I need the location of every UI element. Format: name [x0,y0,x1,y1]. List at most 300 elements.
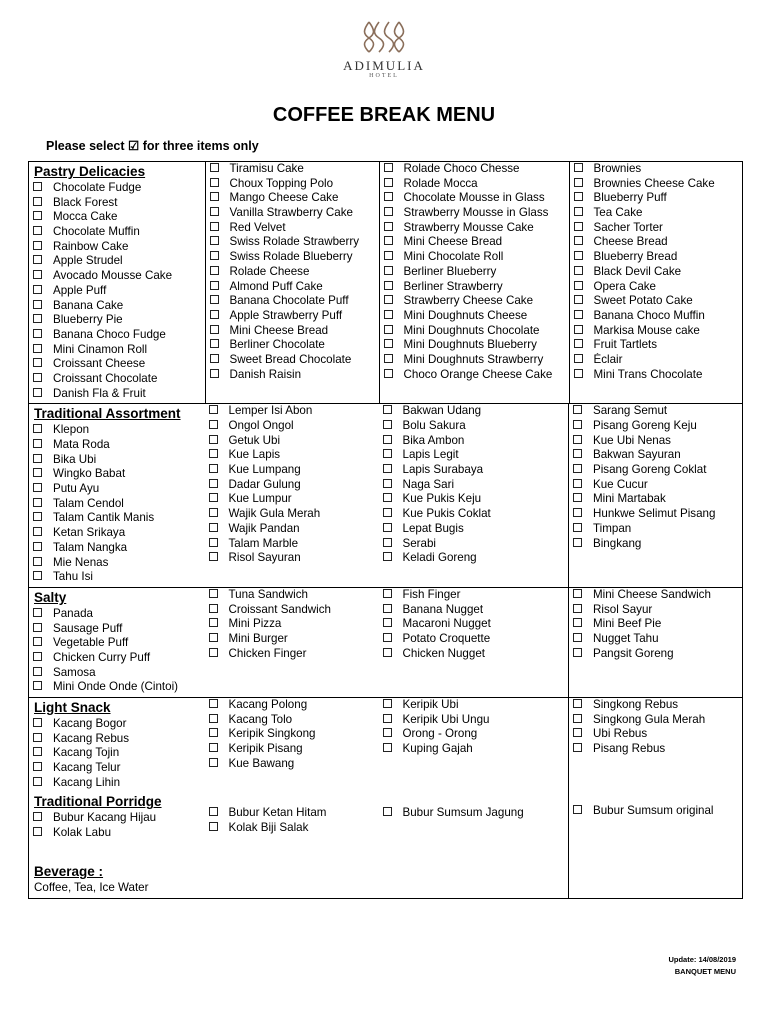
menu-item [33,240,205,255]
menu-item [210,191,379,206]
menu-item-label: Kue Bawang [228,756,295,770]
checkbox-icon[interactable] [209,435,218,444]
checkbox-icon[interactable] [33,483,42,492]
menu-item [573,507,742,522]
menu-item [33,526,205,541]
checkbox-icon[interactable] [33,827,42,836]
checkbox-icon[interactable] [209,699,218,708]
menu-item [210,162,379,177]
checkbox-icon[interactable] [384,354,393,363]
menu-item-label: Croissant Sandwich [228,602,331,616]
checkbox-icon[interactable] [33,270,42,279]
menu-item-label: Macaroni Nugget [402,617,491,631]
menu-item [383,617,569,632]
menu-item-label: Keripik Ubi Ungu [402,712,490,726]
checkbox-icon[interactable] [573,464,582,473]
menu-item [33,717,205,732]
menu-item [209,492,379,507]
menu-item [209,478,379,493]
section-title: Light Snack [34,700,111,715]
checkbox-icon[interactable] [383,435,392,444]
menu-item [209,727,379,742]
checkbox-icon[interactable] [383,449,392,458]
menu-item [209,448,379,463]
checkbox-icon[interactable] [383,552,392,561]
menu-item-label: Kolak Labu [53,826,112,840]
menu-item-label: Vanilla Strawberry Cake [229,206,354,220]
checkbox-icon[interactable] [574,236,583,245]
checkbox-icon[interactable] [33,557,42,566]
menu-item [33,357,205,372]
menu-item [33,423,205,438]
checkbox-icon[interactable] [383,648,392,657]
checkbox-icon[interactable] [209,552,218,561]
checkbox-icon[interactable] [33,226,42,235]
menu-item-label: Wajik Pandan [228,521,300,535]
checkbox-icon[interactable] [573,699,582,708]
checkbox-icon[interactable] [209,464,218,473]
menu-item-label: Wajik Gula Merah [228,507,321,521]
checkbox-icon[interactable] [33,571,42,580]
checkbox-icon[interactable] [33,527,42,536]
menu-item [383,806,569,821]
checkbox-icon[interactable] [573,508,582,517]
menu-item [209,713,379,728]
menu-item [209,551,379,566]
checkbox-icon[interactable] [33,454,42,463]
menu-item-label: Keladi Goreng [402,551,477,565]
checkbox-icon[interactable] [209,633,218,642]
menu-item-label: Mini Trans Chocolate [593,367,703,381]
menu-item-label: Blueberry Pie [53,313,123,327]
checkbox-icon[interactable] [383,618,392,627]
menu-item [209,806,379,821]
menu-item [33,181,205,196]
menu-item [383,632,569,647]
menu-item-label: Ketan Srikaya [53,526,126,540]
checkbox-icon[interactable] [384,207,393,216]
checkbox-icon[interactable] [383,714,392,723]
checkbox-icon[interactable] [574,310,583,319]
menu-item [384,353,569,368]
checkbox-icon[interactable] [33,542,42,551]
checkbox-icon[interactable] [209,758,218,767]
menu-item-label: Chicken Finger [228,646,307,660]
menu-item-label: Mini Cheese Sandwich [593,587,711,601]
checkbox-icon[interactable] [383,508,392,517]
checkbox-icon[interactable] [574,339,583,348]
checkbox-icon[interactable] [384,222,393,231]
checkbox-icon[interactable] [33,637,42,646]
checkbox-icon[interactable] [209,523,218,532]
checkbox-icon[interactable] [33,314,42,323]
hotel-logo [334,18,434,79]
item-list [569,804,742,821]
checkbox-icon[interactable] [210,325,219,334]
menu-item-label: Kuping Gajah [402,742,473,756]
checkbox-icon[interactable] [574,178,583,187]
checkbox-icon[interactable] [210,354,219,363]
checkbox-icon[interactable] [209,589,218,598]
checkbox-icon[interactable] [573,420,582,429]
checkbox-icon[interactable] [33,667,42,676]
checkbox-icon[interactable] [210,295,219,304]
checkbox-icon[interactable] [384,281,393,290]
checkbox-icon[interactable] [574,222,583,231]
checkbox-icon[interactable] [574,163,583,172]
menu-item [33,497,205,512]
menu-item [209,698,379,713]
menu-item [209,404,379,419]
menu-item [384,206,569,221]
item-list [569,404,742,553]
menu-item [210,250,379,265]
checkbox-icon[interactable] [33,652,42,661]
checkbox-icon[interactable] [33,812,42,821]
checkbox-icon[interactable] [383,699,392,708]
checkbox-icon[interactable] [210,222,219,231]
checkbox-icon[interactable] [573,479,582,488]
menu-item-label: Brownies Cheese Cake [593,176,715,190]
checkbox-icon[interactable] [209,405,218,414]
checkbox-icon[interactable] [209,648,218,657]
checkbox-icon[interactable] [33,424,42,433]
menu-item [574,280,744,295]
menu-item-label: Potato Croquette [402,631,491,645]
checkbox-icon[interactable] [383,538,392,547]
checkbox-icon[interactable] [33,255,42,264]
menu-item-label: Black Forest [53,195,118,209]
section-title: Pastry Delicacies [34,164,146,179]
menu-item-label: Bika Ambon [402,433,465,447]
menu-item-label: Lepat Bugis [402,521,464,535]
menu-item [33,776,205,791]
checkbox-icon[interactable] [573,743,582,752]
hotel-brand-name: ADIMULIA [343,58,425,73]
checkbox-icon[interactable] [33,777,42,786]
menu-item [574,177,744,192]
menu-item [209,419,379,434]
menu-item [383,647,569,662]
checkbox-icon[interactable] [209,822,218,831]
checkbox-icon[interactable] [573,523,582,532]
checkbox-icon[interactable] [210,369,219,378]
menu-item [209,537,379,552]
menu-item [384,338,569,353]
item-list [205,588,379,663]
menu-item-label: Chicken Curry Puff [53,650,151,664]
menu-item [573,698,742,713]
section-title: Traditional Assortment [34,406,181,422]
menu-item [383,492,569,507]
checkbox-icon[interactable] [209,493,218,502]
menu-item-label: Rolade Cheese [229,264,310,278]
menu-item-label: Talam Nangka [53,540,128,554]
menu-item-label: Avocado Mousse Cake [53,269,173,283]
checkbox-icon[interactable] [574,354,583,363]
checkbox-icon[interactable] [209,743,218,752]
checkbox-icon[interactable] [383,420,392,429]
checkbox-icon[interactable] [573,728,582,737]
menu-item [209,821,379,836]
checkbox-icon[interactable] [209,618,218,627]
menu-item-label: Banana Choco Muffin [593,308,705,322]
menu-item [384,162,569,177]
instruction-after: for three items only [142,139,259,153]
checkbox-icon[interactable] [383,464,392,473]
checkbox-icon[interactable] [574,207,583,216]
checkbox-icon[interactable] [33,439,42,448]
checkbox-icon[interactable] [209,604,218,613]
menu-item-label: Vegetable Puff [53,636,129,650]
checkbox-icon[interactable] [33,468,42,477]
checkbox-icon[interactable] [574,251,583,260]
menu-item-label: Bika Ubi [53,452,97,466]
menu-item-label: Mini Doughnuts Cheese [403,308,528,322]
checkbox-icon[interactable] [209,538,218,547]
menu-item-label: Banana Choco Fudge [53,327,166,341]
checkbox-icon[interactable] [33,718,42,727]
checkbox-icon[interactable] [33,498,42,507]
item-list [29,717,205,792]
menu-item-label: Markisa Mouse cake [593,323,700,337]
menu-item-label: Fish Finger [402,587,461,601]
menu-item [383,727,569,742]
menu-item [573,522,742,537]
checkbox-icon[interactable] [210,192,219,201]
menu-item [33,636,205,651]
checkbox-icon[interactable] [383,807,392,816]
menu-item [383,522,569,537]
menu-item-label: Almond Puff Cake [229,279,323,293]
checkbox-icon[interactable] [210,178,219,187]
checkbox-icon[interactable] [209,420,218,429]
checkbox-icon[interactable] [383,728,392,737]
page-title: COFFEE BREAK MENU [272,104,496,126]
checkbox-icon[interactable] [573,435,582,444]
checkbox-icon[interactable] [209,479,218,488]
menu-item-label: Talam Cantik Manis [53,511,155,525]
checkbox-icon[interactable] [33,344,42,353]
checkbox-icon[interactable] [573,589,582,598]
checkbox-icon[interactable] [209,508,218,517]
checkbox-icon[interactable] [573,405,582,414]
checkbox-icon[interactable] [33,762,42,771]
checkbox-icon[interactable] [210,266,219,275]
checkbox-icon[interactable] [33,182,42,191]
menu-item [33,826,205,841]
menu-item-label: Kue Cucur [593,477,648,491]
menu-item [210,206,379,221]
checkbox-icon[interactable] [210,236,219,245]
menu-item-label: Rolade Choco Chesse [403,162,520,175]
footer [668,954,736,978]
checkbox-icon[interactable] [33,197,42,206]
checkbox-icon[interactable] [33,512,42,521]
menu-item-label: Orong - Orong [402,727,478,741]
checkbox-icon[interactable] [383,589,392,598]
checkbox-icon[interactable] [384,310,393,319]
instruction-before: Please select [46,139,125,153]
checkbox-icon[interactable] [384,236,393,245]
menu-item [384,221,569,236]
menu-item [383,698,569,713]
checkbox-icon[interactable] [574,266,583,275]
checkbox-icon[interactable] [573,618,582,627]
item-list [206,162,379,384]
menu-item [573,617,742,632]
checkbox-icon[interactable] [33,300,42,309]
checkbox-icon[interactable] [573,493,582,502]
checkbox-icon[interactable] [574,325,583,334]
menu-item [33,541,205,556]
menu-item [33,467,205,482]
menu-item [383,588,569,603]
checkbox-icon[interactable] [574,281,583,290]
menu-item-label: Tiramisu Cake [229,162,304,175]
menu-item-label: Mini Pizza [228,617,282,631]
item-list [29,811,205,842]
menu-item [574,338,744,353]
menu-item-label: Naga Sari [402,477,455,491]
menu-item-label: Mini Doughnuts Blueberry [403,338,537,352]
checkbox-icon[interactable] [384,192,393,201]
menu-item [33,387,205,402]
checkbox-icon[interactable] [384,325,393,334]
checkbox-icon[interactable] [33,681,42,690]
checkbox-icon[interactable] [383,523,392,532]
checkbox-icon[interactable] [33,373,42,382]
checkbox-icon[interactable] [33,329,42,338]
item-list [570,162,744,384]
checkbox-icon[interactable] [384,251,393,260]
menu-item-label: Keripik Pisang [228,742,303,756]
menu-item-label: Kacang Bogor [53,717,127,730]
menu-item-label: Sweet Potato Cake [593,294,693,308]
menu-item [383,551,569,566]
checkbox-icon[interactable] [210,207,219,216]
item-list [29,181,205,403]
menu-item [574,221,744,236]
menu-item-label: Pisang Goreng Coklat [593,463,707,477]
menu-item [210,368,379,383]
menu-item [33,666,205,681]
checkbox-icon[interactable] [210,339,219,348]
checkbox-icon[interactable] [384,339,393,348]
checkbox-icon[interactable] [209,807,218,816]
checkbox-icon[interactable] [574,295,583,304]
checkbox-icon[interactable] [573,714,582,723]
checkbox-icon[interactable] [33,733,42,742]
checkbox-icon[interactable] [33,623,42,632]
menu-item [573,588,742,603]
menu-item-label: Klepon [53,423,90,437]
checkbox-icon[interactable] [384,295,393,304]
checkbox-icon[interactable] [33,285,42,294]
menu-item-label: Mini Beef Pie [593,617,662,631]
menu-item [33,511,205,526]
checkbox-icon[interactable] [383,493,392,502]
checkbox-icon[interactable] [33,608,42,617]
menu-item-label: Banana Nugget [402,602,484,616]
menu-item [210,338,379,353]
menu-item [33,284,205,299]
menu-item [209,522,379,537]
knot-logo-icon [361,18,407,56]
checkbox-icon[interactable] [384,178,393,187]
menu-item [209,588,379,603]
checkbox-icon[interactable] [573,538,582,547]
checkbox-icon[interactable] [573,648,582,657]
checkbox-icon[interactable] [210,163,219,172]
item-list [205,698,379,773]
checkbox-icon[interactable] [383,604,392,613]
checkbox-icon[interactable] [33,211,42,220]
menu-item [383,419,569,434]
checkbox-icon[interactable] [383,633,392,642]
menu-item-label: Blueberry Puff [593,191,667,205]
menu-item [574,191,744,206]
menu-item-label: Banana Chocolate Puff [229,294,349,308]
checkbox-icon[interactable] [33,241,42,250]
checkbox-icon[interactable] [384,369,393,378]
checkbox-icon[interactable] [384,163,393,172]
checkbox-icon[interactable] [210,310,219,319]
checkbox-icon[interactable] [33,747,42,756]
menu-item [33,570,205,585]
menu-item-label: Apple Strawberry Puff [229,308,343,322]
menu-item [574,324,744,339]
checkbox-icon[interactable] [573,633,582,642]
menu-item [574,294,744,309]
menu-item [33,269,205,284]
section-title: Salty [34,589,67,605]
checkbox-icon[interactable] [210,251,219,260]
menu-item [573,603,742,618]
menu-item-label: Risol Sayur [593,602,653,616]
checkbox-icon[interactable] [573,449,582,458]
menu-item-label: Dadar Gulung [228,477,301,491]
checkbox-icon[interactable] [383,479,392,488]
menu-item [574,235,744,250]
checkbox-icon[interactable] [573,604,582,613]
checkbox-icon[interactable] [573,805,582,814]
item-list [29,607,205,697]
menu-item-label: Strawberry Mousse Cake [403,220,534,234]
menu-item-label: Tuna Sandwich [228,587,308,601]
checkbox-icon[interactable] [209,728,218,737]
checkbox-icon[interactable] [209,714,218,723]
menu-item-label: Mango Cheese Cake [229,191,339,205]
checkbox-icon[interactable] [574,192,583,201]
checkbox-icon[interactable] [210,281,219,290]
menu-item [210,309,379,324]
checkbox-icon[interactable] [383,743,392,752]
checkbox-icon[interactable] [574,369,583,378]
checkbox-icon[interactable] [33,358,42,367]
instruction-text [46,138,259,153]
menu-item [384,368,569,383]
menu-item [573,537,742,552]
menu-item [209,742,379,757]
checkbox-icon[interactable] [209,449,218,458]
menu-item [574,309,744,324]
section-title: Traditional Porridge [34,794,162,810]
checkbox-icon[interactable] [383,405,392,414]
checkbox-icon[interactable] [384,266,393,275]
menu-item-label: Chicken Nugget [402,646,485,660]
checkbox-icon[interactable] [33,388,42,397]
